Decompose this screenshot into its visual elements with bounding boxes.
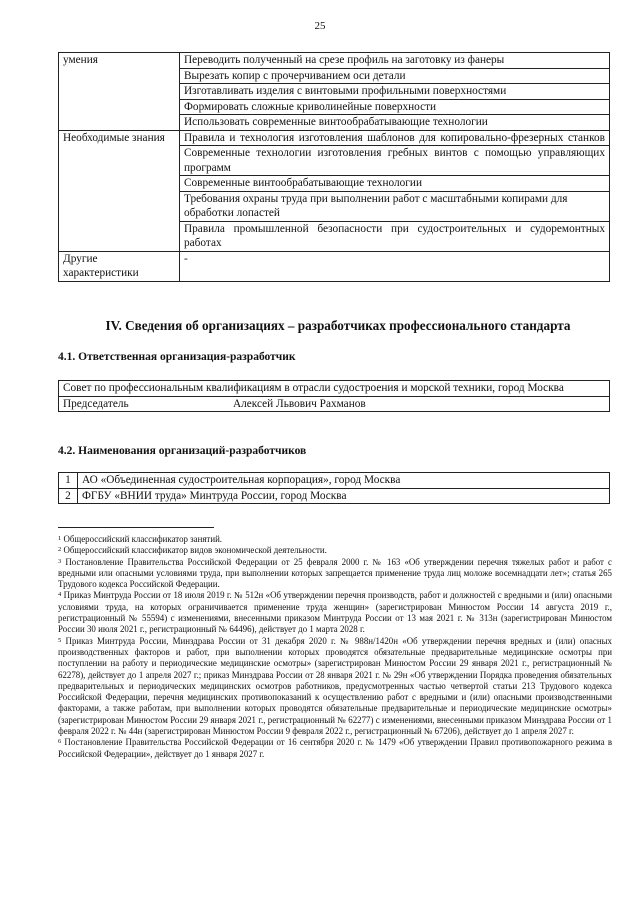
- footnote-number: 3: [58, 557, 62, 565]
- table-row: [59, 381, 610, 397]
- row-label-knowledge: Необходимые знания: [59, 130, 180, 251]
- footnote: [58, 636, 612, 738]
- org-name: Совет по профессиональным квалификациям в отрасли судостроения и морской техники, город Москва: [59, 381, 610, 397]
- table-row: [59, 53, 610, 69]
- footnote-text: Общероссийский классификатор занятий.: [63, 534, 223, 544]
- table-cell: Использовать современные винтообрабатывающие технологии: [180, 115, 610, 131]
- footnote-text: Приказ Минтруда России от 18 июля 2019 г. № 512н «Об утверждении перечня производств, работ и должностей с вредными и (или) опасными условиями труда, на которых ограничивается применение труда женщин» (зарегистрирован Минюстом России 14 августа 2019 г., регистрационный № 55594) с изменениями, внесенными приказом Минтруда России от 13 мая 2021 г. № 313н (зарегистрирован Минюстом России 30 июля 2021 г., регистрационный № 64496), действует до 1 марта 2028 г.: [58, 590, 612, 635]
- footnote-number: 1: [58, 535, 62, 542]
- table-cell: Современные технологии изготовления гребных винтов с помощью управляющих программ: [180, 146, 610, 176]
- row-label-skills: умения: [59, 53, 180, 131]
- chair-cell: [59, 396, 610, 412]
- footnote-number: 4: [58, 591, 62, 599]
- chair-row: [63, 397, 605, 412]
- footnote-text: Постановление Правительства Российской Федерации от 16 сентября 2020 г. № 1479 «Об утверждении Правил противопожарного режима в Российской Федерации», действует до 1 января 2027 г.: [58, 737, 613, 759]
- developer-name: АО «Объединенная судостроительная корпорация», город Москва: [78, 473, 610, 489]
- table-cell: Требования охраны труда при выполнении работ с масштабными копирами для обработки лопастей: [180, 191, 610, 221]
- footnote-text: Общероссийский классификатор видов экономической деятельности.: [63, 545, 327, 556]
- table-cell: Переводить полученный на срезе профиль на заготовку из фанеры: [180, 53, 610, 69]
- table-row: [59, 251, 610, 281]
- table-cell: Правила и технология изготовления шаблонов для копировально-фрезерных станков: [180, 130, 610, 146]
- subsection-heading-developers: 4.2. Наименования организаций-разработчиков: [58, 445, 307, 457]
- skills-knowledge-table: [58, 52, 610, 282]
- table-cell: -: [180, 251, 610, 281]
- footnote: [58, 737, 612, 760]
- subsection-heading-responsible: 4.1. Ответственная организация-разработчик: [58, 351, 296, 363]
- footnote-text: Приказ Минтруда России, Минздрава России от 31 декабря 2020 г. № 988н/1420н «Об утверждении перечня вредных и (или) опасных производственных факторов и работ, при выполнении которых проводятся обязательные предварительные медицинские осмотры при поступлении на работу и периодические медицинские осмотры» (зарегистрирован Минюстом России 29 января 2021 г., регистрационный № 62278), действует до 1 апреля 2027 г.; приказ Минздрава России от 28 января 2021 г. № 29н «Об утверждении Порядка проведения обязательных предварительных и периодических медицинских осмотров работников, предусмотренных частью четвертой статьи 213 Трудового кодекса Российской Федерации, перечня медицинских противопоказаний к осуществлению работ с вредными и (или) опасными производственными факторами, а также работам, при выполнении которых проводятся обязательные предварительные и периодические медицинские осмотры» (зарегистрирован Минюстом России 29 января 2021 г., регистрационный № 62277) с изменениями, внесенными приказом Минздрава России от 1 февраля 2022 г. № 44н (зарегистрирован Минюстом России 9 февраля 2022 г., регистрационный № 67206), действует до 1 апреля 2027 г.: [58, 635, 612, 737]
- page-number: 25: [314, 20, 326, 32]
- footnote: [58, 534, 612, 545]
- developer-orgs-table: [58, 472, 610, 504]
- table-row: [59, 473, 610, 489]
- chair-role: Председатель: [63, 397, 129, 410]
- table-cell: Современные винтообрабатывающие технологии: [180, 176, 610, 192]
- footnote: [58, 557, 612, 591]
- footnote: [58, 590, 612, 635]
- table-row: [59, 396, 610, 412]
- developer-name: ФГБУ «ВНИИ труда» Минтруда России, город Москва: [78, 488, 610, 504]
- row-label-other: Другие характеристики: [59, 251, 180, 281]
- table-row: [59, 488, 610, 504]
- table-cell: Изготавливать изделия с винтовыми профильными поверхностями: [180, 84, 610, 100]
- section-heading: IV. Сведения об организациях – разработчиках профессионального стандарта: [105, 318, 571, 333]
- footnote-text: Постановление Правительства Российской Федерации от 25 февраля 2000 г. № 163 «Об утверждении перечня тяжелых работ и работ с вредными или опасными условиями труда, при выполнении которых запрещается применение труда лиц моложе восемнадцати лет»; статья 265 Трудового кодекса Российской Федерации.: [58, 556, 612, 590]
- table-cell: Вырезать копир с прочерчиванием оси детали: [180, 68, 610, 84]
- footnotes: [58, 534, 612, 760]
- table-cell: Правила промышленной безопасности при судостроительных и судоремонтных работах: [180, 221, 610, 251]
- table-row: [59, 130, 610, 146]
- footnote-number: 2: [58, 546, 62, 554]
- responsible-org-table: [58, 380, 610, 412]
- footnote: [58, 545, 612, 556]
- chair-name: Алексей Львович Рахманов: [233, 397, 366, 410]
- footnote-number: 6: [58, 738, 62, 746]
- footnote-number: 5: [58, 636, 62, 644]
- row-number: 2: [59, 488, 78, 504]
- row-number: 1: [59, 473, 78, 489]
- footnote-separator: [58, 527, 214, 528]
- table-cell: Формировать сложные криволинейные поверхности: [180, 99, 610, 115]
